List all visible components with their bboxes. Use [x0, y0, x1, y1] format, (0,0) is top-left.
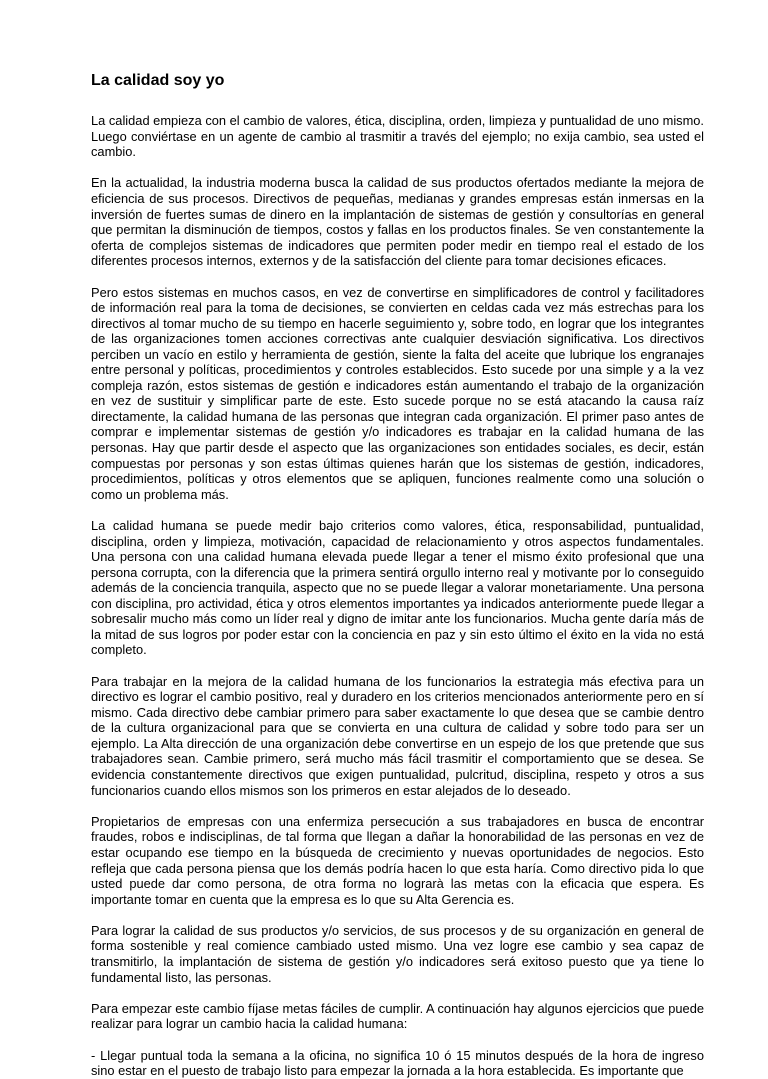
- paragraph-goals: Para empezar este cambio fíjase metas fáciles de cumplir. A continuación hay algunos ejercicios que puede realizar para lograr un cambio hacia la calidad humana:: [91, 1000, 704, 1032]
- paragraph-owners: Propietarios de empresas con una enfermiza persecución a sus trabajadores en busca de encontrar fraudes, robos e indisciplinas, de tal forma que llegan a dañar la honorabilidad de las personas en vez de estar ocupando ese tiempo en la búsqueda de crecimiento y nuevas oportunidades de negocios. Esto refleja que cada persona piensa que los demás podría hacen lo que esta haría. Como directivo pida lo que usted puede dar como persona, de otra forma no lograrà las metas con la eficacia que espera. Es importante tomar en cuenta que la empresa es lo que su Alta Gerencia es.: [91, 813, 704, 907]
- paragraph-systems: Pero estos sistemas en muchos casos, en vez de convertirse en simplificadores de control y facilitadores de información real para la toma de decisiones, se convierten en celdas cada vez más estrechas para los directivos al tomar mucho de su tiempo en hacerle seguimiento y, sobre todo, en lograr que los integrantes de las organizaciones tomen acciones correctivas ante cualquier desviación significativa. Los directivos perciben un vacío en estilo y herramienta de gestión, siente la falta del aceite que lubrique los engranajes entre personal y políticas, procedimientos y controles establecidos. Esto sucede por una simple y a la vez compleja razón, estos sistemas de gestión e indicadores están aumentando el trabajo de la organización en vez de sustituir y simplificar parte de este. Esto sucede porque no se está atacando la causa raíz directamente, la calidad humana de las personas que integran cada organización. El primer paso antes de comprar e implementar sistemas de gestión y/o indicadores es trabajar en la calidad humana de las personas. Hay que partir desde el aspecto que las organizaciones son entidades sociales, es decir, están compuestas por personas y son estas últimas quienes harán que los sistemas de gestión, indicadores, procedimientos, políticas y otros elementos que se apliquen, funciones realmente como una solución o como un problema más.: [91, 284, 704, 502]
- document-title: La calidad soy yo: [91, 72, 225, 89]
- paragraph-directors: Para trabajar en la mejora de la calidad humana de los funcionarios la estrategia más efectiva para un directivo es lograr el cambio positivo, real y duradero en los criterios mencionados anteriormente pero en sí mismo. Cada directivo debe cambiar primero para saber exactamente lo que desea que se cambie dentro de la cultura organizacional para que se convierta en una cultura de calidad y sobre todo para ser un ejemplo. La Alta dirección de una organización debe convertirse en un espejo de los que pretende que sus trabajadores sean. Cambie primero, será mucho más fácil trasmitir el comportamiento que se desea. Se evidencia constantemente directivos que exigen puntualidad, pulcritud, disciplina, respeto y otros a sus funcionarios cuando ellos mismos son los primeros en estar alejados de lo deseado.: [91, 673, 704, 798]
- paragraph-exercise-punctuality: - Llegar puntual toda la semana a la oficina, no significa 10 ó 15 minutos después de la hora de ingreso sino estar en el puesto de trabajo listo para empezar la jornada a la hora establecida. Es importante que: [91, 1047, 704, 1079]
- paragraph-intro: La calidad empieza con el cambio de valores, ética, disciplina, orden, limpieza y puntualidad de uno mismo. Luego conviértase en un agente de cambio al trasmitir a través del ejemplo; no exija cambio, sea usted el cambio.: [91, 113, 704, 160]
- paragraph-products: Para lograr la calidad de sus productos y/o servicios, de sus procesos y de su organización en general de forma sostenible y real comience cambiado usted mismo. Una vez logre ese cambio y sea capaz de transmitirlo, la implantación de sistema de gestión y/o indicadores será exitoso puesto que ya tiene lo fundamental listo, las personas.: [91, 922, 704, 985]
- paragraph-industry: En la actualidad, la industria moderna busca la calidad de sus productos ofertados mediante la mejora de eficiencia de sus procesos. Directivos de pequeñas, medianas y grandes empresas están inmersas en la inversión de fuertes sumas de dinero en la implantación de sistemas de gestión y consultorías en general que permitan la disminución de tiempos, costos y fallas en los productos finales. Se ven constantemente la oferta de complejos sistemas de indicadores que permiten poder medir en tiempo real el estado de los diferentes procesos internos, externos y de la satisfacción del cliente para tomar decisiones eficaces.: [91, 175, 704, 269]
- paragraph-human-quality: La calidad humana se puede medir bajo criterios como valores, ética, responsabilidad, puntualidad, disciplina, orden y limpieza, motivación, capacidad de relacionamiento y otros aspectos fundamentales. Una persona con una calidad humana elevada puede llegar a tener el mismo éxito profesional que una persona corrupta, con la diferencia que la primera sentirá orgullo interno real y motivante por lo conseguido además de la conciencia tranquila, aspecto que no se puede llegar a valorar monetariamente. Una persona con disciplina, pro actividad, ética y otros elementos importantes ya indicados anteriormente puede llegar a sobresalir mucho más como un líder real y digno de imitar ante los funcionarios. Mucha gente daría más de la mitad de sus logros por poder estar con la conciencia en paz y sin esto último el éxito en la vida no está completo.: [91, 517, 704, 658]
